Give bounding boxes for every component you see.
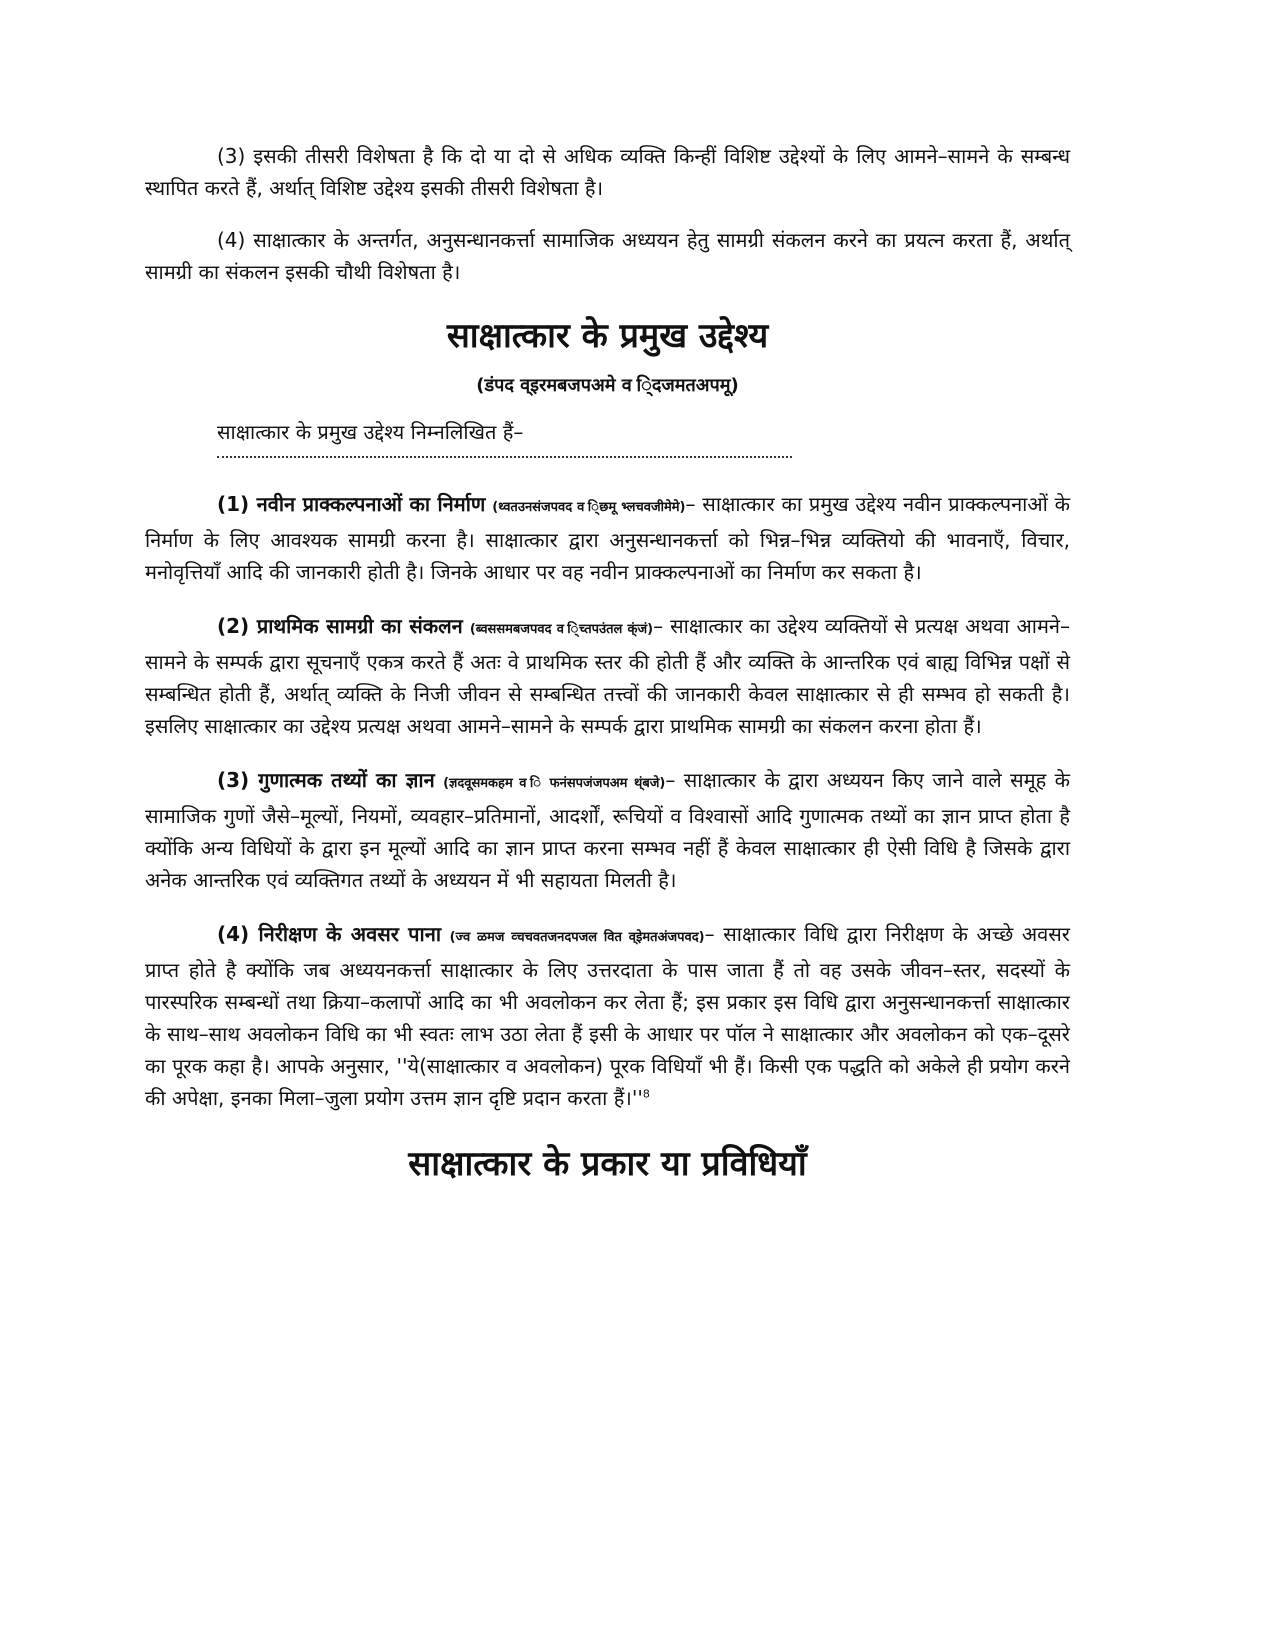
objective-item-2 [145,610,1070,742]
objective-item-3 [145,764,1070,896]
footnote-ref: 8 [642,1087,650,1101]
objective-item-4-translit: (ज्व ळमज व्चचवतजनदपजल वित व्इेमतअंजपवद) [449,930,705,945]
dotted-divider [217,448,792,458]
objective-item-1-title: (1) नवीन प्राक्कल्पनाओं का निर्माण [217,492,486,516]
objective-item-2-body: – साक्षात्कार का उद्देश्य व्यक्तियों से प्रत्यक्ष अथवा आमने–सामने के सम्पर्क द्वारा सूचनाएँ एकत्र करते हैं अतः वे प्राथमिक स्तर की होती हैं और व्यक्ति के आन्तरिक एवं बाह्य विभिन्न पक्षों से सम्बन्धित होती हैं, अर्थात् व्यक्ति के निजी जीवन से सम्बन्धित तत्त्वों की जानकारी केवल साक्षात्कार से ही सम्भव हो सकती है। इसलिए साक्षात्कार का उद्देश्य प्रत्यक्ष अथवा आमने–सामने के सम्पर्क द्वारा प्राथमिक सामग्री का संकलन करना होता हैं। [145,614,1070,738]
heading-types-of-interview: साक्षात्कार के प्रकार या प्रविधियाँ [408,1144,807,1184]
document-page [145,140,1070,1186]
objective-item-4 [145,918,1070,1114]
heading-main-objectives: साक्षात्कार के प्रमुख उद्देश्य [446,316,769,356]
paragraph-characteristic-3: (3) इसकी तीसरी विशेषता है कि दो या दो से अधिक व्यक्ति किन्हीं विशिष्ट उद्देश्यों के लिए आमने–सामने के सम्बन्ध स्थापित करते हैं, अर्थात् विशिष्ट उद्देश्य इसकी तीसरी विशेषता है। [145,144,1070,200]
objective-item-1-body: – साक्षात्कार का प्रमुख उद्देश्य नवीन प्राक्कल्पनाओं के निर्माण के लिए आवश्यक सामग्री करना है। साक्षात्कार द्वारा अनुसन्धानकर्त्ता को भिन्न–भिन्न व्यक्तियो की भावनाएँ, विचार, मनोवृत्तियाँ आदि की जानकारी होती है। जिनके आधार पर वह नवीन प्राक्कल्पनाओं का निर्माण कर सकता है। [145,492,1070,584]
objectives-intro: साक्षात्कार के प्रमुख उद्देश्य निम्नलिखित हैं– [217,420,524,444]
paragraph-characteristic-4: (4) साक्षात्कार के अन्तर्गत, अनुसन्धानकर्त्ता सामाजिक अध्ययन हेतु सामग्री संकलन करने का प्रयत्न करता हैं, अर्थात् सामग्री का संकलन इसकी चौथी विशेषता है। [145,228,1070,284]
objective-item-2-title: (2) प्राथमिक सामग्री का संकलन [217,614,463,638]
heading-objectives-subtitle: (डंपद व्इरमबजपअमे व ि्दजमतअपमू) [476,375,739,396]
objective-item-1 [145,488,1070,588]
objective-item-2-translit: (ब्वससमबजपवद व ि्च्तपउंतल क्ंजं) [469,622,654,637]
objective-item-3-body: – साक्षात्कार के द्वारा अध्ययन किए जाने वाले समूह के सामाजिक गुणों जैसे–मूल्यों, नियमों, व्यवहार–प्रतिमानों, आदर्शों, रूचियों व विश्वासों आदि गुणात्मक तथ्यों का ज्ञान प्राप्त होता है क्योंकि अन्य विधियों के द्वारा इन मूल्यों आदि का ज्ञान प्राप्त करना सम्भव नहीं हैं केवल साक्षात्कार ही ऐसी विधि है जिसके द्वारा अनेक आन्तरिक एवं व्यक्तिगत तथ्यों के अध्ययन में भी सहायता मिलती है। [145,768,1070,892]
objective-item-1-translit: (थ्वतउनसंजपवद व ि्छमू भ्लचवजीमेमे) [492,500,686,515]
objective-item-3-title: (3) गुणात्मक तथ्यों का ज्ञान [217,768,435,792]
objective-item-3-translit: (ज्ञदवूसमकहम व ि फनंसपजंजपअम थ्ंबजे) [443,776,666,791]
objective-item-4-body: – साक्षात्कार विधि द्वारा निरीक्षण के अच्छे अवसर प्राप्त होते है क्योंकि जब अध्ययनकर्त्ता साक्षात्कार के लिए उत्तरदाता के पास जाता हैं तो वह उसके जीवन–स्तर, सदस्यों के पारस्परिक सम्बन्धों तथा क्रिया–कलापों आदि का भी अवलोकन कर लेता हैं; इस प्रकार इस विधि द्वारा अनुसन्धानकर्त्ता साक्षात्कार के साथ–साथ अवलोकन विधि का भी स्वतः लाभ उठा लेता हैं इसी के आधार पर पॉल ने साक्षात्कार और अवलोकन को एक–दूसरे का पूरक कहा है। आपके अनुसार, ''ये(साक्षात्कार व अवलोकन) पूरक विधियाँ भी हैं। किसी एक पद्धति को अकेले ही प्रयोग करने की अपेक्षा, इनका मिला–जुला प्रयोग उत्तम ज्ञान दृष्टि प्रदान करता हैं।'' [145,922,1070,1110]
objective-item-4-title: (4) निरीक्षण के अवसर पाना [217,922,441,946]
